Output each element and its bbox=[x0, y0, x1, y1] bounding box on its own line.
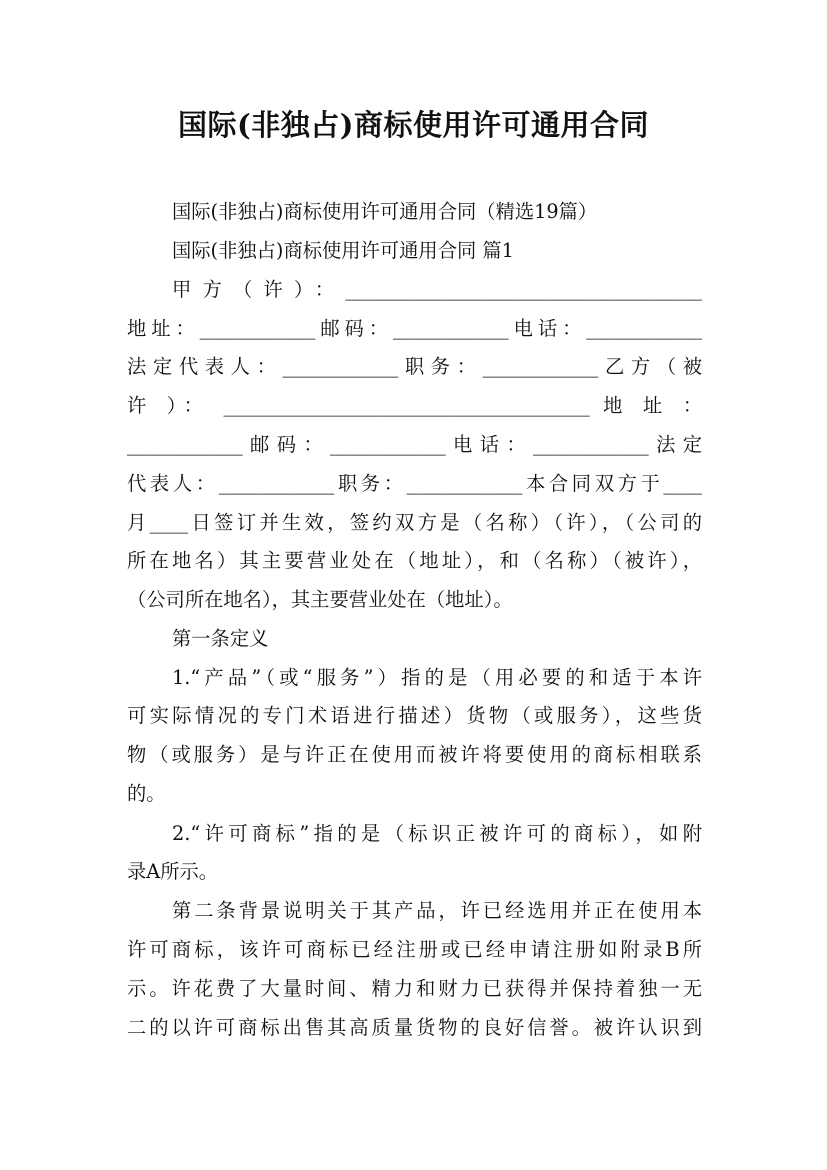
body-line: 二的以许可商标出售其高质量货物的良好信誉。被许认识到 bbox=[127, 1016, 702, 1039]
document-title: 国际(非独占)商标使用许可通用合同 bbox=[178, 108, 649, 142]
body-line: 第二条背景说明关于其产品，许已经选用并正在使用本 bbox=[172, 899, 702, 922]
subtitle-line: 国际(非独占)商标使用许可通用合同（精选19篇） bbox=[172, 200, 598, 223]
body-line: 1.“产品”（或“服务”）指的是（用必要的和适于本许 bbox=[172, 666, 702, 689]
body-line: 许可商标，该许可商标已经注册或已经申请注册如附录B所 bbox=[127, 938, 702, 961]
body-line: 2.“许可商标”指的是（标识正被许可的商标），如附 bbox=[172, 822, 702, 845]
body-line: 代表人：____________职务：____________本合同双方于____ bbox=[127, 472, 702, 495]
body-line: 录A所示。 bbox=[127, 860, 219, 883]
body-line: 月____日签订并生效，签约双方是（名称）（许），（公司的 bbox=[127, 511, 702, 534]
section-heading: 国际(非独占)商标使用许可通用合同 篇1 bbox=[172, 239, 514, 262]
body-line: （公司所在地名），其主要营业处在（地址）。 bbox=[127, 588, 513, 611]
body-line: ____________邮码：____________电话：____________法定 bbox=[127, 433, 702, 456]
body-line: 法定代表人：____________职务：____________乙方（被 bbox=[127, 355, 702, 378]
body-line: 所在地名）其主要营业处在（地址），和（名称）（被许）， bbox=[127, 549, 702, 572]
body-line: 地址：____________邮码：____________电话：____________ bbox=[127, 317, 702, 340]
article-heading: 第一条定义 bbox=[172, 627, 269, 650]
body-line: 甲方（许）：_____________________________________ bbox=[172, 278, 702, 301]
body-line: 的。 bbox=[127, 782, 166, 805]
body-line: 可实际情况的专门术语进行描述）货物（或服务），这些货 bbox=[127, 704, 702, 727]
body-line: 物（或服务）是与许正在使用而被许将要使用的商标相联系 bbox=[127, 743, 702, 766]
body-line: 许 ）： ______________________________________ 地 址 ： bbox=[127, 394, 702, 417]
body-line: 示。许花费了大量时间、精力和财力已获得并保持着独一无 bbox=[127, 977, 702, 1000]
